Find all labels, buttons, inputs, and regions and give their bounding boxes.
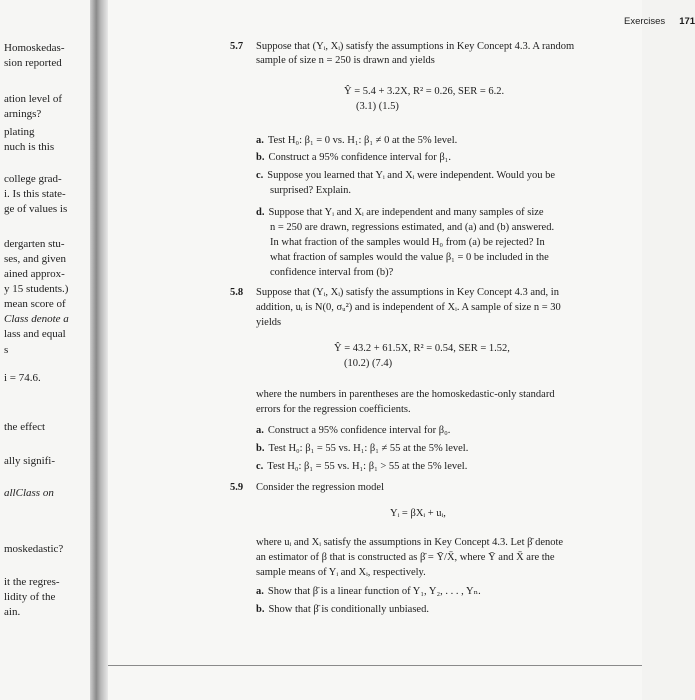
left-line: ation level of [4, 93, 63, 105]
exercise-stem: Consider the regression model [256, 482, 385, 493]
left-page-margin [0, 0, 90, 700]
standard-errors: (10.2) (7.4) [344, 358, 393, 369]
left-line: lass and equal [4, 328, 66, 340]
left-line: moskedastic? [4, 543, 64, 555]
question-item-cont: In what fraction of the samples would H₀ from (a) be rejected? In [270, 237, 545, 248]
exercise-stem: Suppose that (Yᵢ, Xᵢ) satisfy the assumptions in Key Concept 4.3. A random [256, 41, 575, 52]
left-line: i = 74.6. [4, 372, 41, 384]
regression-equation: Ŷ = 43.2 + 61.5X, R² = 0.54, SER = 1.52, [334, 343, 510, 354]
left-line: y 15 students.) [4, 283, 69, 295]
question-item-cont: n = 250 are drawn, regressions estimated, and (a) and (b) answered. [270, 222, 555, 233]
left-line: ses, and given [4, 253, 67, 265]
left-line: college grad- [4, 173, 62, 185]
question-item: b. Test H₀: β₁ = 55 vs. H₁: β₁ ≠ 55 at the 5% level. [256, 443, 469, 454]
left-line: dergarten stu- [4, 238, 65, 250]
question-item: a. Show that β̄ is a linear function of Y₁, Y₂, . . . , Yₙ. [256, 586, 481, 597]
question-item: a. Construct a 95% confidence interval for β₀. [256, 425, 451, 436]
left-line: i. Is this state- [4, 188, 66, 200]
question-item: a. Test H₀: β₁ = 0 vs. H₁: β₁ ≠ 0 at the 5% level. [256, 135, 458, 146]
left-line: allClass on [4, 487, 54, 499]
note-text: where uᵢ and Xᵢ satisfy the assumptions in Key Concept 4.3. Let β̄ denote [256, 537, 564, 548]
left-line: ained approx- [4, 268, 65, 280]
page-bottom-edge [108, 665, 642, 666]
left-line: plating [4, 126, 35, 138]
running-header [624, 16, 695, 27]
page-number: 171 [679, 16, 695, 27]
left-line: mean score of [4, 298, 66, 310]
question-item: b. Construct a 95% confidence interval for β₁. [256, 152, 451, 163]
note-text: where the numbers in parentheses are the homoskedastic-only standard [256, 389, 555, 400]
question-item-cont: confidence interval from (b)? [270, 267, 394, 278]
exercise-stem: Suppose that (Yᵢ, Xᵢ) satisfy the assumptions in Key Concept 4.3 and, in [256, 287, 559, 298]
header-section: Exercises [624, 16, 666, 27]
exercise-number: 5.7 [230, 41, 244, 52]
model-equation: Yᵢ = βXᵢ + uᵢ, [390, 508, 446, 519]
left-line: arnings? [4, 108, 42, 120]
left-line: sion reported [4, 57, 62, 69]
question-item: c. Test H₀: β₁ = 55 vs. H₁: β₁ > 55 at the 5% level. [256, 461, 468, 472]
left-line: Homoskedas- [4, 42, 65, 54]
exercise-stem: addition, uᵢ is N(0, σᵤ²) and is independent of Xᵢ. A sample of size n = 30 [256, 302, 561, 313]
left-line: nuch is this [4, 141, 55, 153]
book-gutter [90, 0, 108, 700]
question-item: d. Suppose that Yᵢ and Xᵢ are independent and many samples of size [256, 207, 544, 218]
note-text: sample means of Yᵢ and Xᵢ, respectively. [256, 567, 426, 578]
question-item-cont: what fraction of samples would the value β₁ = 0 be included in the [270, 252, 549, 263]
right-page [108, 0, 695, 700]
exercise-stem: yields [256, 317, 282, 328]
exercise-number: 5.9 [230, 482, 244, 493]
exercise-number: 5.8 [230, 287, 244, 298]
note-text: errors for the regression coefficients. [256, 404, 411, 415]
standard-errors: (3.1) (1.5) [356, 101, 399, 112]
question-item: c. Suppose you learned that Yᵢ and Xᵢ were independent. Would you be [256, 170, 556, 181]
left-line: lidity of the [4, 591, 56, 603]
left-line: Class denote a [4, 313, 69, 325]
left-line: ain. [4, 606, 21, 618]
note-text: an estimator of β that is constructed as β̄ = Ȳ/X̄, where Ȳ and X̄ are the [256, 552, 555, 563]
left-line: s [4, 344, 9, 356]
regression-equation: Ŷ = 5.4 + 3.2X, R² = 0.26, SER = 6.2. [344, 86, 505, 97]
left-line: the effect [4, 421, 46, 433]
exercise-stem: sample of size n = 250 is drawn and yields [256, 55, 435, 66]
left-line: ally signifi- [4, 455, 56, 467]
question-item: b. Show that β̄ is conditionally unbiased. [256, 604, 429, 615]
left-line: it the regres- [4, 576, 60, 588]
left-line: ge of values is [4, 203, 68, 215]
question-item-cont: surprised? Explain. [270, 185, 352, 196]
